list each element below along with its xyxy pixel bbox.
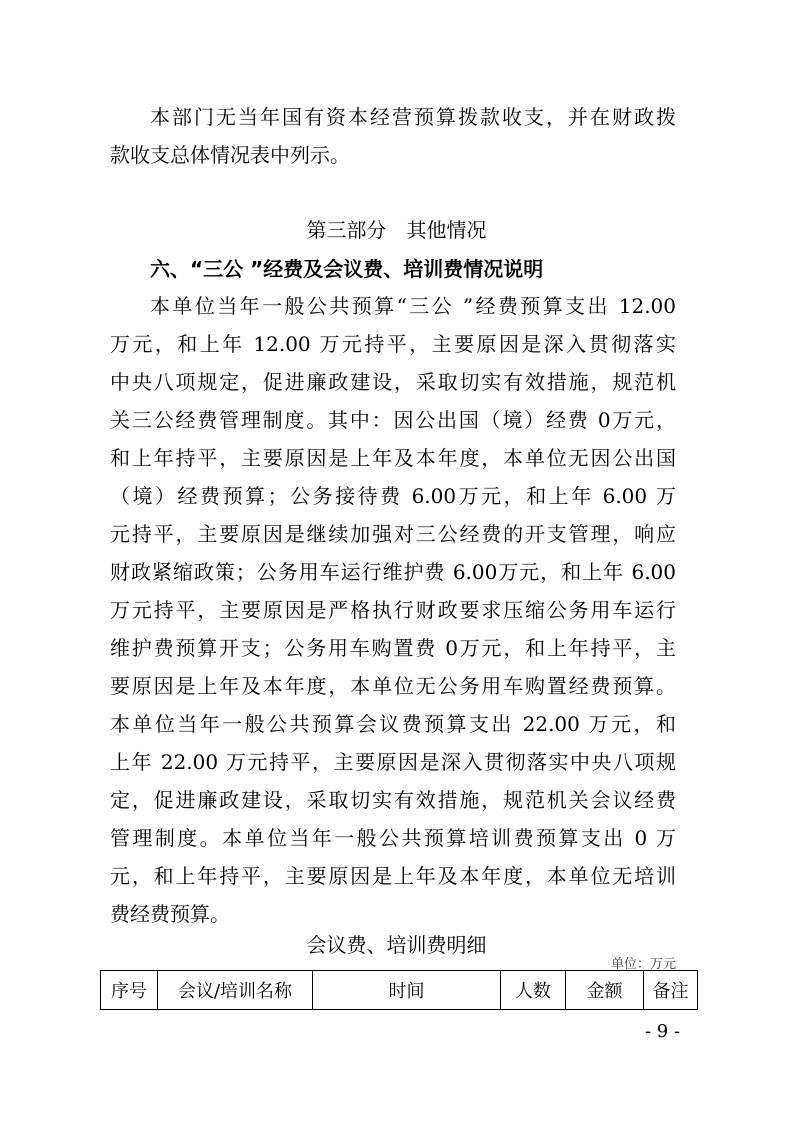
para2-line-3: 中央八项规定，促进廉政建设，采取切实有效措施，规范机 bbox=[110, 370, 676, 394]
para2-line-6: （境）经费预算；公务接待费 6.00万元，和上年 6.00 万 bbox=[110, 484, 676, 508]
header-remark: 备注 bbox=[644, 971, 698, 1010]
part-title: 第三部分 其他情况 bbox=[306, 218, 487, 242]
para2-line-9: 万元持平，主要原因是严格执行财政要求压缩公务用车运行 bbox=[110, 598, 676, 622]
header-time: 时间 bbox=[313, 971, 501, 1010]
para2-line-13: 上年 22.00 万元持平，主要原因是深入贯彻落实中央八项规 bbox=[110, 750, 676, 774]
para2-line-15: 管理制度。本单位当年一般公共预算培训费预算支出 0 万 bbox=[110, 826, 676, 850]
unit-label: 单位：万元 bbox=[610, 957, 676, 972]
para2-line-8: 财政紧缩政策；公务用车运行维护费 6.00万元，和上年 6.00 bbox=[110, 560, 676, 584]
para2-line-11: 要原因是上年及本年度，本单位无公务用车购置经费预算。 bbox=[110, 674, 676, 698]
para2-line-5: 和上年持平，主要原因是上年及本年度，本单位无因公出国 bbox=[110, 446, 676, 470]
header-amount: 金额 bbox=[566, 971, 644, 1010]
header-index: 序号 bbox=[101, 971, 158, 1010]
section-title: 六、“三公 ”经费及会议费、培训费情况说明 bbox=[150, 257, 544, 281]
para2-line-16: 元，和上年持平，主要原因是上年及本年度，本单位无培训 bbox=[110, 864, 676, 888]
header-count: 人数 bbox=[501, 971, 566, 1010]
table-title: 会议费、培训费明细 bbox=[306, 933, 487, 957]
table-header-row bbox=[101, 971, 698, 1010]
page-number: - 9 - bbox=[644, 1021, 680, 1042]
detail-table bbox=[100, 970, 698, 1010]
para2-line-14: 定，促进廉政建设，采取切实有效措施，规范机关会议经费 bbox=[110, 788, 676, 812]
para2-line-4: 关三公经费管理制度。其中：因公出国（境）经费 0万元， bbox=[110, 408, 676, 432]
para2-line-12: 本单位当年一般公共预算会议费预算支出 22.00 万元，和 bbox=[110, 712, 676, 736]
para2-line-2: 万元，和上年 12.00 万元持平，主要原因是深入贯彻落实 bbox=[110, 332, 676, 356]
para2-line-7: 元持平，主要原因是继续加强对三公经费的开支管理，响应 bbox=[110, 522, 676, 546]
header-name: 会议/培训名称 bbox=[158, 971, 313, 1010]
para2-line-10: 维护费预算开支；公务用车购置费 0万元，和上年持平，主 bbox=[110, 636, 676, 660]
para1-line-2: 款收支总体情况表中列示。 bbox=[110, 143, 350, 167]
para2-line-1: 本单位当年一般公共预算“三公 ”经费预算支出 12.00 bbox=[150, 294, 676, 318]
para1-line-1: 本部门无当年国有资本经营预算拨款收支，并在财政拨 bbox=[150, 105, 676, 129]
para2-line-17: 费经费预算。 bbox=[110, 902, 230, 926]
